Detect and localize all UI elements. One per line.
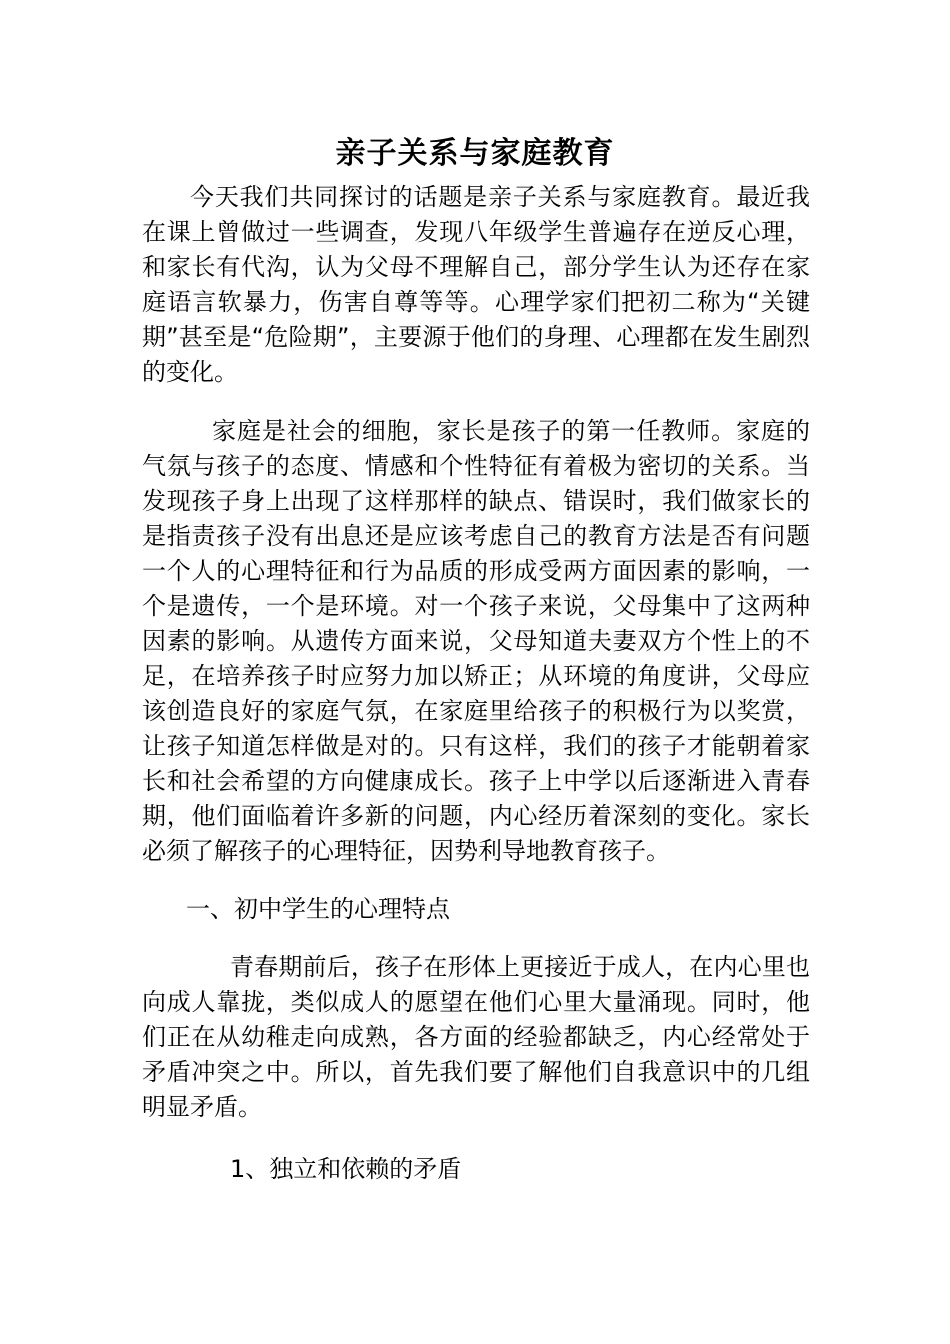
section-paragraph: 青春期前后，孩子在形体上更接近于成人，在内心里也向成人靠拢，类似成人的愿望在他们心里大量涌现。同时，他们正在从幼稚走向成熟，各方面的经验都缺乏，内心经常处于矛盾冲突之中。所以，首先我们要了解他们自我意识中的几组明显矛盾。 <box>142 953 810 1121</box>
section-heading: 一、初中学生的心理特点 <box>186 895 450 923</box>
family-paragraph: 家庭是社会的细胞，家长是孩子的第一任教师。家庭的气氛与孩子的态度、情感和个性特征有着极为密切的关系。当发现孩子身上出现了这样那样的缺点、错误时，我们做家长的是指责孩子没有出息还是应该考虑自己的教育方法是否有问题一个人的心理特征和行为品质的形成受两方面因素的影响，一个是遗传，一个是环境。对一个孩子来说，父母集中了这两种因素的影响。从遗传方面来说，父母知道夫妻双方个性上的不足，在培养孩子时应努力加以矫正；从环境的角度讲，父母应该创造良好的家庭气氛，在家庭里给孩子的积极行为以奖赏，让孩子知道怎样做是对的。只有这样，我们的孩子才能朝着家长和社会希望的方向健康成长。孩子上中学以后逐渐进入青春期，他们面临着许多新的问题，内心经历着深刻的变化。家长必须了解孩子的心理特征，因势利导地教育孩子。 <box>142 417 810 865</box>
subsection-heading: 1、独立和依赖的矛盾 <box>230 1155 462 1183</box>
intro-paragraph: 今天我们共同探讨的话题是亲子关系与家庭教育。最近我在课上曾做过一些调查，发现八年级学生普遍存在逆反心理，和家长有代沟，认为父母不理解自己，部分学生认为还存在家庭语言软暴力，伤害自尊等等。心理学家们把初二称为“关键期”甚至是“危险期”，主要源于他们的身理、心理都在发生剧烈的变化。 <box>142 183 810 386</box>
document-title: 亲子关系与家庭教育 <box>335 136 615 172</box>
